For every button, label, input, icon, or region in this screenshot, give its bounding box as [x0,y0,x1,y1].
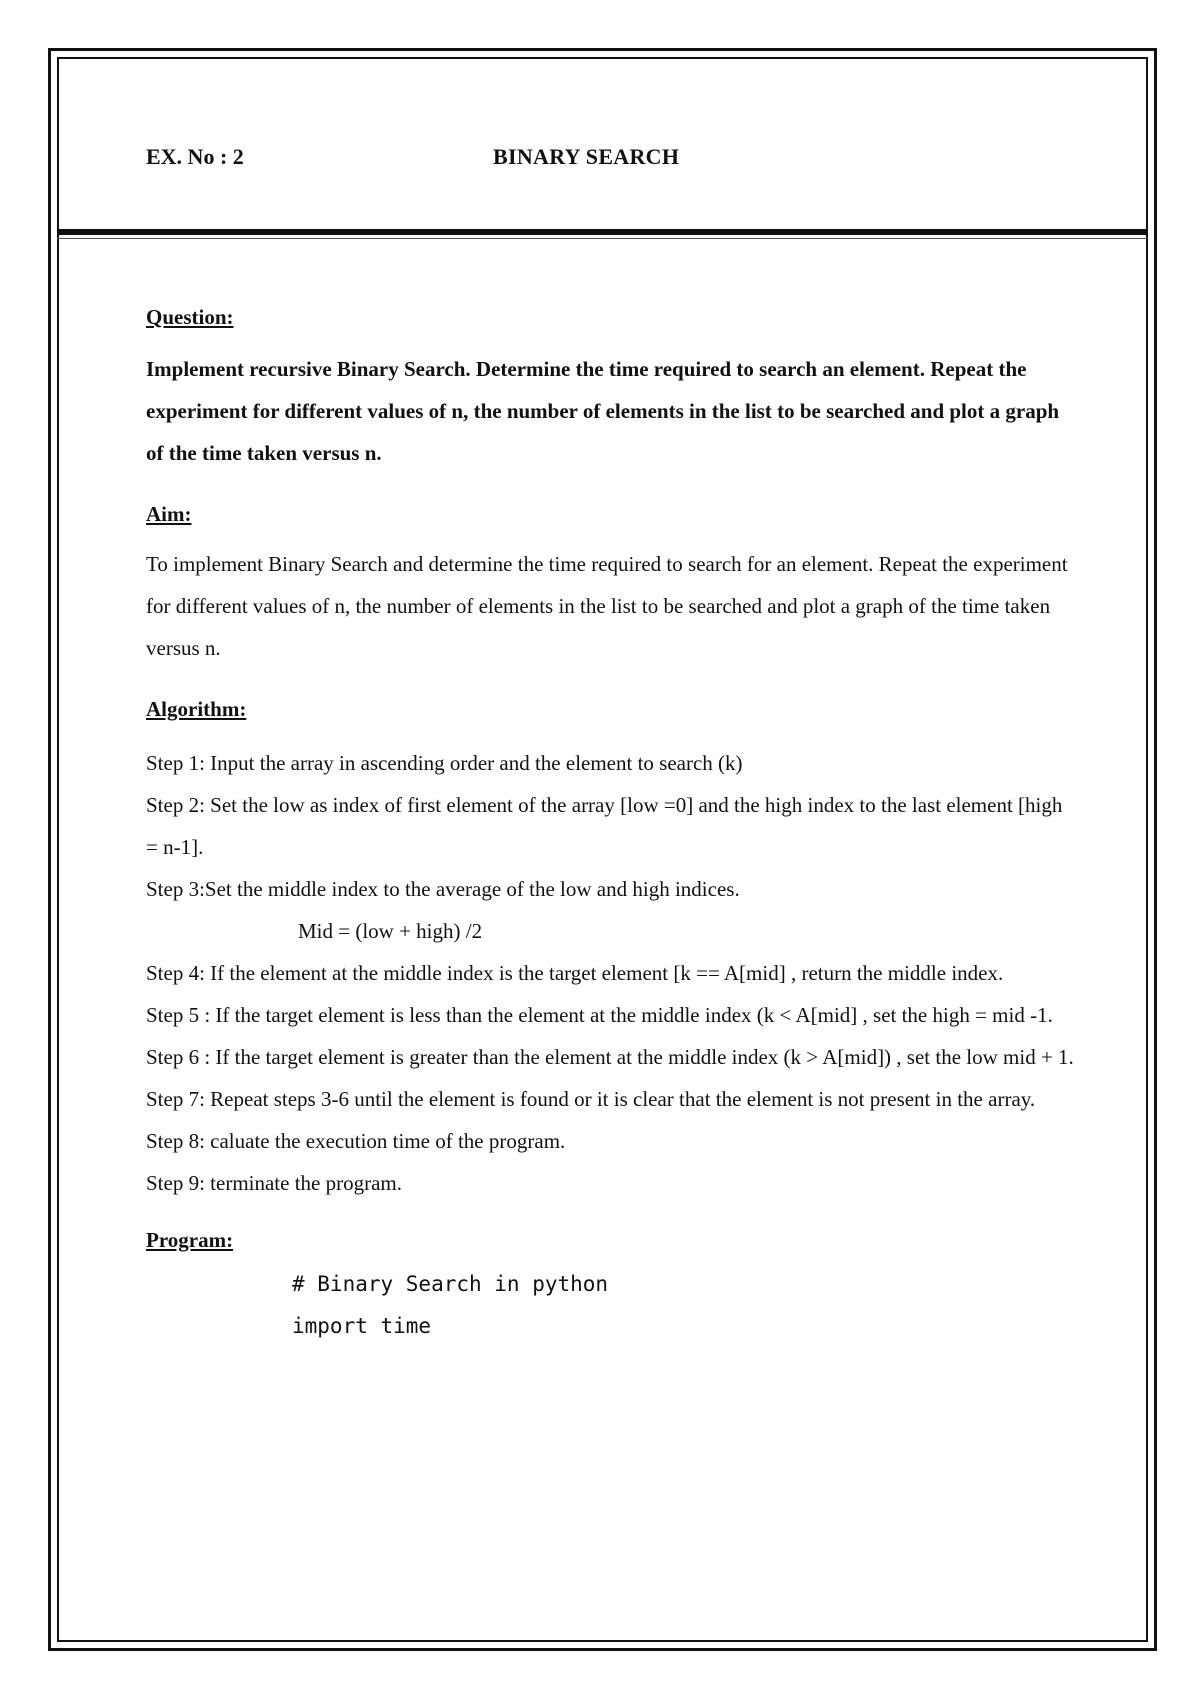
algorithm-step: Step 5 : If the target element is less than the element at the middle index (k < A[mid] , set the high = mid -1. [146,1003,1053,1027]
mid-formula: Mid = (low + high) /2 [298,919,483,943]
code-block [292,1263,1076,1347]
question-text: Implement recursive Binary Search. Determine the time required to search an element. Repeat the experiment for different values of n, the number of elements in the list to be searched and plot a graph of the time taken versus n. [146,357,1060,465]
algorithm-step: Step 8: caluate the execution time of the program. [146,1129,566,1153]
algorithm-step: Step 2: Set the low as index of first element of the array [low =0] and the high index to the last element [high = n-1]. [146,793,1063,859]
algorithm-step: Step 7: Repeat steps 3-6 until the element is found or it is clear that the element is not present in the array. [146,1087,1036,1111]
algorithm-step: Step 9: terminate the program. [146,1171,403,1195]
code-line: import time [292,1314,432,1338]
question-heading: Question: [146,305,234,329]
algorithm-step: Step 1: Input the array in ascending order and the element to search (k) [146,751,743,775]
code-line: # Binary Search in python [292,1272,609,1296]
header-divider [57,229,1148,235]
header-divider-thin [57,238,1148,239]
algorithm-step: Step 4: If the element at the middle index is the target element [k == A[mid] , return the middle index. [146,961,1004,985]
header [146,144,1106,174]
page-title: BINARY SEARCH [493,144,680,169]
exercise-number: EX. No : 2 [146,144,244,169]
algorithm-step: Step 6 : If the target element is greater than the element at the middle index (k > A[mid]) , set the low mid + 1. [146,1045,1074,1069]
aim-heading: Aim: [146,502,192,526]
document-body [146,305,1076,1347]
algorithm-step: Step 3:Set the middle index to the average of the low and high indices. [146,877,740,901]
aim-text: To implement Binary Search and determine the time required to search for an element. Repeat the experiment for different values of n, the number of elements in the list to be searched and plot a graph of the time taken versus n. [146,552,1068,660]
algorithm-heading: Algorithm: [146,697,247,721]
algorithm-steps [146,742,1076,1204]
program-heading: Program: [146,1228,234,1252]
